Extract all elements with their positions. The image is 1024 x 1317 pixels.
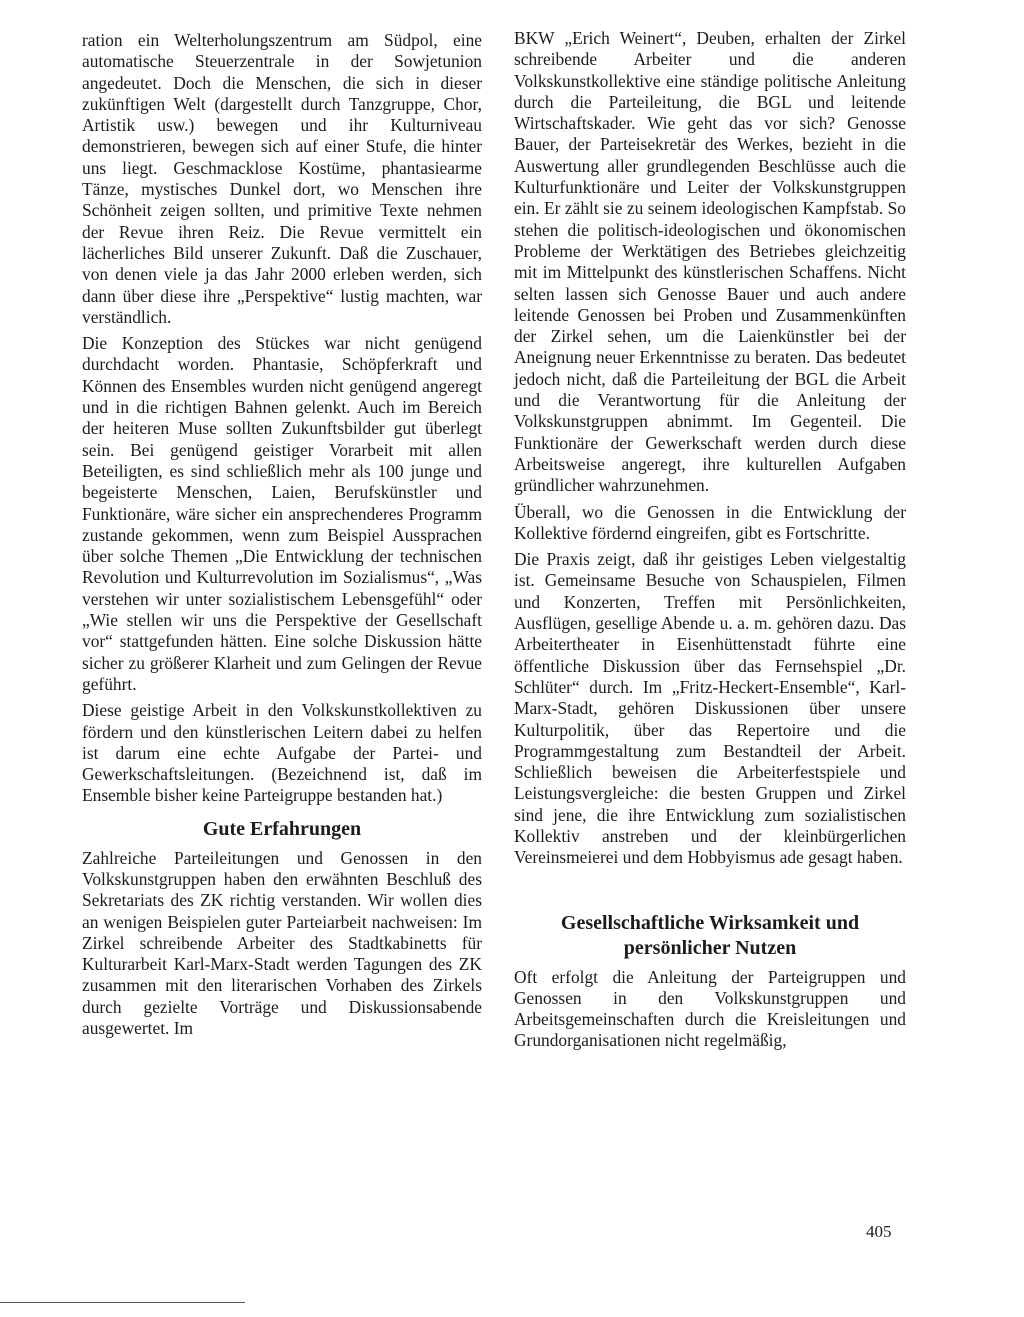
paragraph: ration ein Welterholungszentrum am Südpol, eine automatische Steuerzentrale in der Sowjetunion angedeutet. Doch die Menschen, die sich in dieser zukünftigen Welt (dargestellt durch Tanzgruppe, Chor, Artistik usw.) bewegen und ihr Kulturniveau demonstrieren, bewegen sich auf einer Stufe, die hinter uns liegt. Geschmacklose Kostüme, phantasiearme Tänze, mystisches Dunkel dort, wo Menschen ihre Schönheit zeigen sollten, und primitive Texte nehmen der Revue ihren Reiz. Die Revue vermittelt ein lächerliches Bild unserer Zukunft. Daß die Zuschauer, von denen viele ja das Jahr 2000 erleben werden, sich dann über diese ihre „Perspektive“ lustig machten, war verständlich. [82, 30, 482, 327]
paragraph: Diese geistige Arbeit in den Volkskunstkollektiven zu fördern und den künstlerischen Leitern dabei zu helfen ist darum eine echte Aufgabe der Partei- und Gewerkschaftsleitungen. (Bezeichnend ist, daß im Ensemble bisher keine Parteigruppe bestanden hat.) [82, 700, 482, 806]
page-number: 405 [866, 1222, 892, 1241]
paragraph: Die Konzeption des Stückes war nicht genügend durchdacht worden. Phantasie, Schöpferkraft und Können des Ensembles wurden nicht genügend angeregt und in die richtigen Bahnen gelenkt. Auch im Bereich der heiteren Muse sollten Zukunftsbilder gut überlegt sein. Bei genügend geistiger Vorarbeit mit allen Beteiligten, es sind schließlich mehr als 100 junge und begeisterte Menschen, Laien, Berufskünstler und Funktionäre, wäre sicher ein ansprechenderes Programm zustande gekommen, wenn zum Beispiel Aussprachen über solche Themen „Die Entwicklung der technischen Revolution und Kulturrevolution im Sozialismus“, „Was verstehen wir unter sozialistischem Lebensgefühl“ oder „Wie stellen wir uns die Perspektive der Gesellschaft vor“ stattgefunden hätten. Eine solche Diskussion hätte sicher zu größerer Klarheit und zum Gelingen der Revue geführt. [82, 333, 482, 694]
scan-edge-line [0, 1302, 245, 1303]
paragraph: Oft erfolgt die Anleitung der Parteigruppen und Genossen in den Volkskunstgruppen und Arbeitsgemeinschaften durch die Kreisleitungen und Grundorganisationen nicht regelmäßig, [514, 966, 906, 1051]
paragraph: Überall, wo die Genossen in die Entwicklung der Kollektive fördernd eingreifen, gibt es Fortschritte. [514, 501, 906, 543]
paragraph: BKW „Erich Weinert“, Deuben, erhalten der Zirkel schreibende Arbeiter und die anderen Volkskunstkollektive eine ständige politische Anleitung durch die Parteileitung, die BGL und leitende Wirtschaftskader. Wie geht das vor sich? Genosse Bauer, der Parteisekretär des Werkes, bezieht in die Auswertung aller grundlegenden Beschlüsse auch die Kulturfunktionäre und Leiter der Volkskunstgruppen ein. Er zählt sie zu seinem ideologischen Kampfstab. So stehen die politisch-ideologischen und ökonomischen Probleme der Werktätigen des Betriebes gleichzeitig mit im Mittelpunkt des künstlerischen Schaffens. Nicht selten lassen sich Genosse Bauer und auch andere leitende Genossen bei Proben und Zusammenkünften der Zirkel sehen, um die Laienkünstler bei der Aneignung neuer Erkenntnisse zu beraten. Das bedeutet jedoch nicht, daß die Parteileitung der BGL die Arbeit und die Verantwortung für die Anleitung der Volkskunstgruppen abnimmt. Im Gegenteil. Die Funktionäre der Gewerkschaft werden durch diese Arbeitsweise angeregt, ihre kulturellen Aufgaben gründlicher wahrzunehmen. [514, 28, 906, 496]
paragraph: Zahlreiche Parteileitungen und Genossen in den Volkskunstgruppen haben den erwähnten Beschluß des Sekretariats des ZK richtig verstanden. Wir wollen dies an wenigen Beispielen guter Parteiarbeit nachweisen: Im Zirkel schreibende Arbeiter des Stadtkabinetts für Kulturarbeit Karl-Marx-Stadt werden Tagungen des ZK zusammen mit den literarischen Vorhaben des Zirkels durch gezielte Vorträge und Diskussionsabende ausgewertet. Im [82, 847, 482, 1039]
section-heading-gesellschaftliche-wirksamkeit: Gesellschaftliche Wirksamkeit und persönlicher Nutzen [560, 911, 860, 959]
left-column [82, 30, 482, 1044]
paragraph: Die Praxis zeigt, daß ihr geistiges Leben vielgestaltig ist. Gemeinsame Besuche von Schauspielen, Filmen und Konzerten, Treffen mit Persönlichkeiten, Ausflügen, gesellige Abende u. a. m. gehören dazu. Das Arbeitertheater in Eisenhüttenstadt führte eine öffentliche Diskussion über das Fernsehspiel „Dr. Schlüter“ durch. Im „Fritz-Heckert-Ensemble“, Karl-Marx-Stadt, gehören Diskussionen über unsere Kulturpolitik, über das Repertoire und die Programmgestaltung zum Bestandteil der Arbeit. Schließlich beweisen die Arbeiterfestspiele und Leistungsvergleiche: die besten Gruppen und Zirkel sind jene, die ihre Entwicklung zum sozialistischen Kollektiv anstreben und der kleinbürgerlichen Vereinsmeierei und dem Hobbyismus ade gesagt haben. [514, 549, 906, 868]
right-column [514, 28, 906, 1057]
section-heading-gute-erfahrungen: Gute Erfahrungen [202, 817, 362, 840]
